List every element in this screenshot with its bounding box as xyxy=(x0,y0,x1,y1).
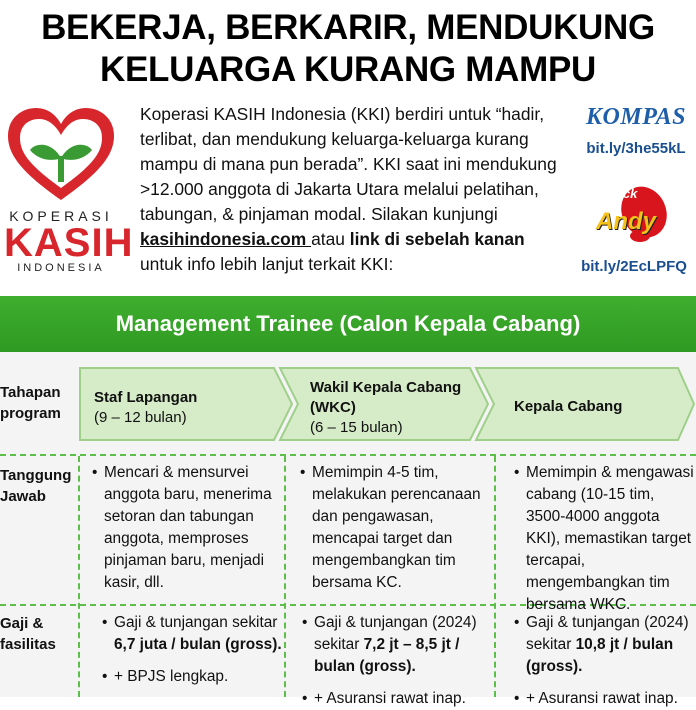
page-title-line2: KELUARGA KURANG MAMPU xyxy=(100,50,596,89)
andy-text: Andy xyxy=(596,208,656,235)
banner-title: Management Trainee (Calon Kepala Cabang) xyxy=(0,296,696,352)
divider-row-1 xyxy=(0,454,696,456)
intro-text-2: atau xyxy=(311,229,350,249)
salary-2-benefit: • + Asuransi rawat inap. xyxy=(314,688,492,710)
logo-top-text: KOPERASI xyxy=(9,208,113,224)
logo-main-text: KASIH xyxy=(4,221,134,265)
salary-col-2 xyxy=(302,612,492,710)
stage-2-duration: (6 – 15 bulan) xyxy=(310,419,403,436)
responsibility-col-3 xyxy=(514,462,694,616)
logo-bottom-text: INDONESIA xyxy=(17,262,105,274)
heart-sprout-icon xyxy=(4,104,118,204)
kick-andy-link[interactable]: bit.ly/2EcLPFQ xyxy=(581,258,687,275)
row-label-gaji: Gaji & fasilitas xyxy=(0,615,56,653)
responsibility-item-1: • Mencari & mensurvei anggota baru, menerima setoran dan tabungan anggota, memproses pinjaman baru, menjadi kasir, dll. xyxy=(104,462,278,594)
salary-item-2 xyxy=(314,612,492,678)
salary-3-amount: 10,8 jt / bulan (gross). xyxy=(526,636,674,675)
salary-2-amount: 7,2 jt – 8,5 jt / bulan (gross). xyxy=(314,636,460,675)
row-label-tanggung: Tanggung Jawab xyxy=(0,467,72,505)
salary-item-3 xyxy=(526,612,694,678)
stage-2-label xyxy=(310,378,480,438)
responsibility-col-2 xyxy=(300,462,490,594)
stage-3-title: Kepala Cabang xyxy=(514,398,623,415)
stage-2-title: Wakil Kepala Cabang (WKC) xyxy=(310,379,462,416)
responsibility-item-2: • Memimpin 4-5 tim, melakukan perencanaan dan pengawasan, mencapai target dan mengembangkan tim bersama KC. xyxy=(312,462,490,594)
stage-1-duration: (9 – 12 bulan) xyxy=(94,409,187,426)
intro-paragraph xyxy=(140,102,560,277)
stage-1-label xyxy=(94,388,284,428)
responsibility-item-3: • Memimpin & mengawasi cabang (10-15 tim, 3500-4000 anggota KKI), memastikan target tercapai, mengembangkan tim bersama WKC. xyxy=(526,462,694,616)
kompas-link[interactable]: bit.ly/3he55kL xyxy=(586,140,686,157)
salary-1-benefit: • + BPJS lengkap. xyxy=(114,666,282,688)
page-title-line1: BEKERJA, BERKARIR, MENDUKUNG xyxy=(41,8,655,47)
salary-2-prefix: Gaji & tunjangan (2024) sekitar xyxy=(314,614,477,653)
intro-side-link-text: link di sebelah kanan xyxy=(349,229,525,249)
salary-item-1 xyxy=(114,612,282,656)
row-label-tahapan: Tahapan program xyxy=(0,384,61,422)
divider-col-2 xyxy=(494,456,496,697)
divider-col-1 xyxy=(284,456,286,697)
intro-text-3: untuk info lebih lanjut terkait KKI: xyxy=(140,254,394,274)
salary-col-1 xyxy=(102,612,282,688)
kick-text: kick xyxy=(612,186,638,201)
kompas-logo: KOMPAS xyxy=(586,104,686,130)
divider-col-0 xyxy=(78,456,80,697)
salary-1-amount: 6,7 juta / bulan (gross). xyxy=(114,636,282,653)
intro-text-1: Koperasi KASIH Indonesia (KKI) berdiri untuk “hadir, terlibat, dan mendukung keluarga-keluarga kurang mampu di mana pun berada”. KKI saat ini mendukung >12.000 anggota di Jakarta Utara melalui pelatihan, tabungan, & pinjaman modal. Silakan kunjungi xyxy=(140,104,557,224)
kki-logo xyxy=(4,104,134,274)
salary-3-benefit: • + Asuransi rawat inap. xyxy=(526,688,694,710)
salary-1-prefix: Gaji & tunjangan sekitar xyxy=(114,614,278,631)
stage-1-title: Staf Lapangan xyxy=(94,389,198,406)
salary-col-3 xyxy=(514,612,694,710)
intro-site-link[interactable]: kasihindonesia.com xyxy=(140,229,312,249)
stage-3-label xyxy=(514,397,684,417)
responsibility-col-1 xyxy=(92,462,278,594)
kick-andy-logo xyxy=(594,180,670,250)
salary-3-prefix: Gaji & tunjangan (2024) sekitar xyxy=(526,614,689,653)
